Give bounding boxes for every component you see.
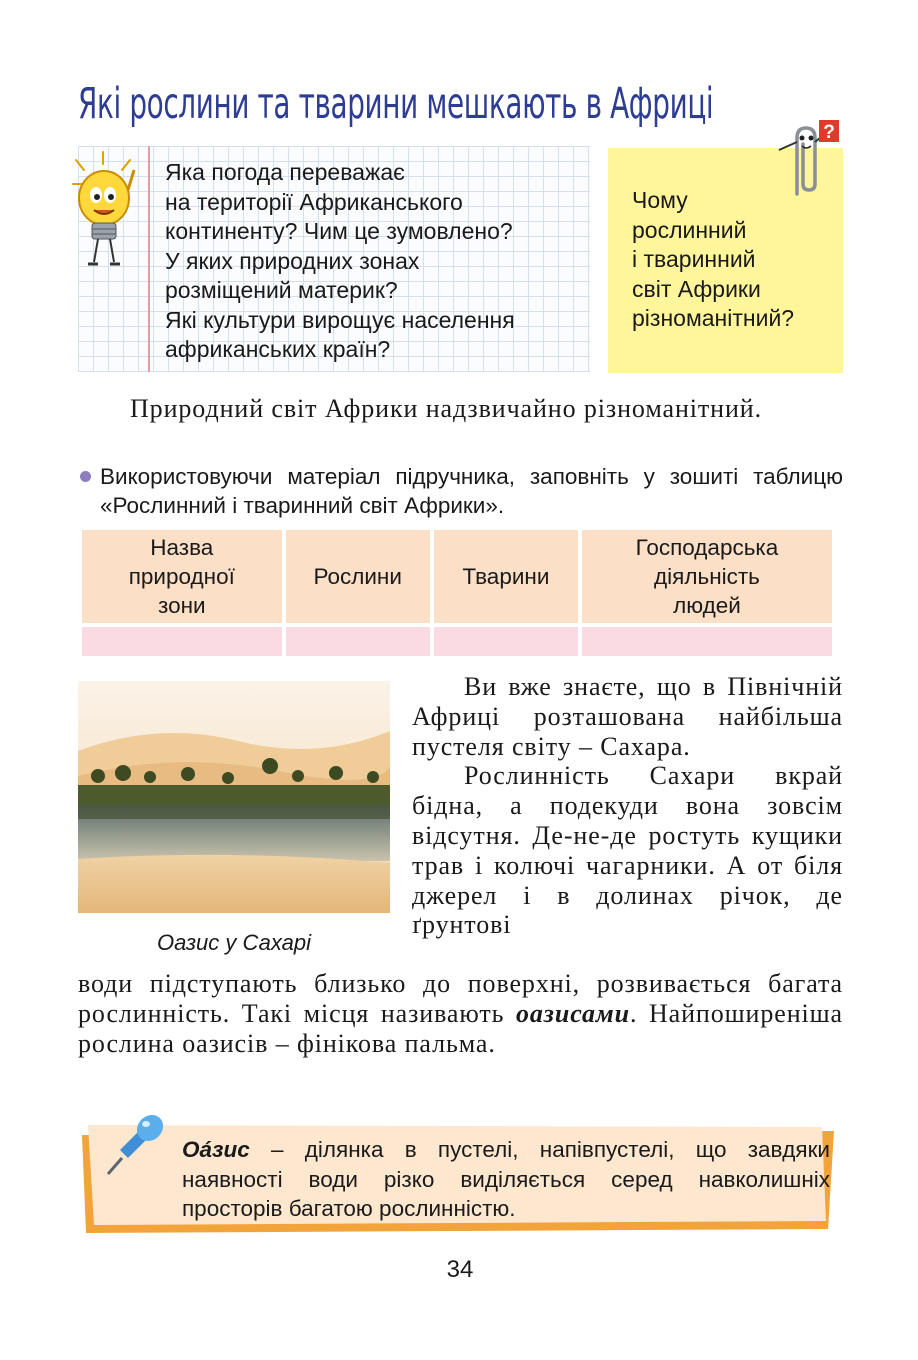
oasis-photo bbox=[78, 681, 390, 913]
paragraph-plants-start: Рослинність Сахари вкрай бідна, а подекуди вона зовсім відсутня. Де-не-де ростуть кущики трав і колючі чагарники. А от біля джерел і в долинах річок, де ґрунтові bbox=[412, 761, 843, 940]
definition-body: ділянка в пустелі, напівпустелі, що завдяки наявності води різко виділяється серед навколишніх просторів багатою рослинністю. bbox=[182, 1137, 830, 1221]
question-line: на території Африканського bbox=[165, 188, 463, 215]
question-line: Які культури вирощує населення bbox=[165, 306, 515, 333]
question-badge: ? bbox=[823, 122, 835, 143]
table-cell bbox=[434, 623, 578, 656]
task-text: Використовуючи матеріал підручника, заповніть у зошиті таблицю «Рослинний і тваринний світ Африки». bbox=[100, 464, 843, 518]
sticky-line: різноманітний? bbox=[632, 305, 795, 331]
term-oases: оазисами bbox=[516, 998, 630, 1028]
paragraph-plants-continued bbox=[78, 969, 843, 1058]
table-row bbox=[82, 623, 832, 656]
photo-caption: Оазис у Сахарі bbox=[156, 930, 312, 955]
question-line: африканських країн? bbox=[165, 336, 391, 362]
text-segment: води підступають близько до поверхні, розвивається багата рослинність. Такі місця називають bbox=[78, 969, 843, 1028]
text-segment: . Найпоширеніша рослина оазисів – фінікова пальма. bbox=[78, 998, 843, 1058]
table-header-economy: Господарська діяльність людей bbox=[582, 530, 832, 623]
table-header-animals: Тварини bbox=[434, 530, 578, 623]
table-header-plants: Рослини bbox=[286, 530, 430, 623]
sticky-line: Чому bbox=[632, 187, 688, 213]
sticky-line: і тваринний bbox=[632, 246, 756, 272]
definition-dash: – bbox=[249, 1137, 305, 1162]
table-cell bbox=[582, 623, 832, 656]
lightbulb-icon bbox=[70, 150, 140, 275]
sticky-line: світ Африки bbox=[632, 275, 761, 302]
question-line: У яких природних зонах bbox=[165, 247, 420, 274]
bullet-icon bbox=[80, 471, 91, 482]
question-line: Яка погода переважає bbox=[165, 159, 405, 185]
sticky-line: рослинний bbox=[632, 216, 747, 243]
page-title: Які рослини та тварини мешкають в Африці bbox=[78, 79, 714, 129]
table-cell bbox=[286, 623, 430, 656]
paragraph-sahara: Ви вже знаєте, що в Північній Африці розташована найбільша пустеля світу – Сахара. bbox=[412, 672, 843, 761]
table-header-row bbox=[82, 530, 832, 623]
margin-line bbox=[148, 146, 150, 372]
pushpin-icon bbox=[100, 1110, 170, 1180]
table-header-zone: Назва природної зони bbox=[82, 530, 282, 623]
africa-table bbox=[78, 530, 836, 656]
questions-text bbox=[165, 158, 590, 365]
definition-text bbox=[182, 1135, 830, 1224]
question-line: континенту? Чим це зумовлено? bbox=[165, 218, 513, 244]
question-line: розміщений материк? bbox=[165, 277, 398, 303]
page-number: 34 bbox=[446, 1256, 474, 1283]
definition-term: Оáзис bbox=[182, 1137, 250, 1162]
sticky-question bbox=[632, 186, 832, 334]
table-cell bbox=[82, 623, 282, 656]
intro-paragraph: Природний світ Африки надзвичайно різноманітний. bbox=[130, 394, 762, 423]
sahara-paragraph bbox=[412, 672, 843, 940]
